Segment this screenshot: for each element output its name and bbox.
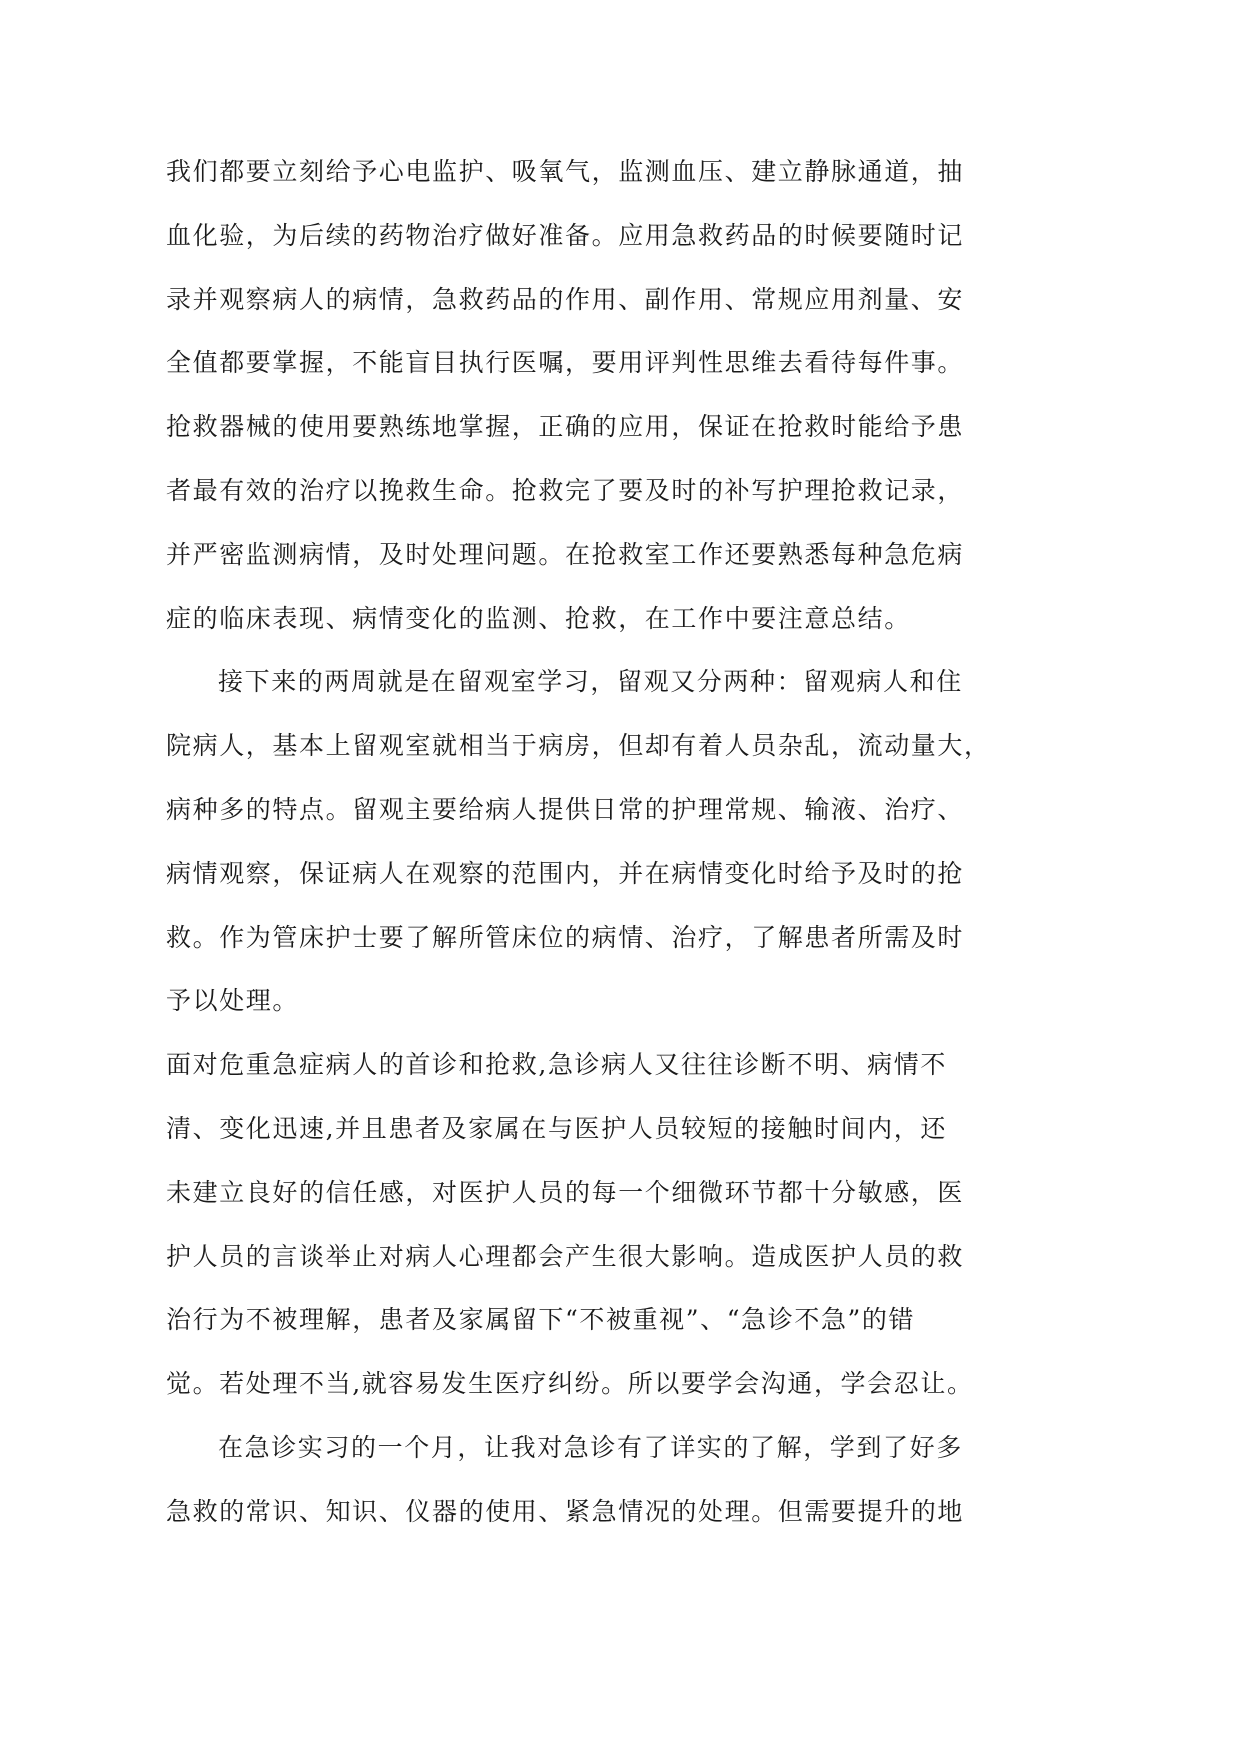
- paragraph-observation-room: [166, 650, 991, 1033]
- paragraph-communication: [166, 1033, 986, 1416]
- text-line: 觉。若处理不当,就容易发生医疗纠纷。所以要学会沟通，学会忍让。: [166, 1369, 974, 1399]
- text-line: 者最有效的治疗以挽救生命。抢救完了要及时的补写护理抢救记录，: [166, 475, 965, 505]
- text-line: 清、变化迅速,并且患者及家属在与医护人员较短的接触时间内，还: [166, 1113, 947, 1143]
- text-line: 症的临床表现、病情变化的监测、抢救，在工作中要注意总结。: [166, 603, 911, 633]
- text-line: 抢救器械的使用要熟练地掌握，正确的应用，保证在抢救时能给予患: [166, 412, 965, 442]
- text-line: 接下来的两周就是在留观室学习，留观又分两种：留观病人和住: [218, 667, 963, 697]
- text-line: 面对危重急症病人的首诊和抢救,急诊病人又往往诊断不明、病情不: [166, 1050, 947, 1080]
- text-line: 救。作为管床护士要了解所管床位的病情、治疗，了解患者所需及时: [166, 922, 965, 952]
- text-line: 院病人，基本上留观室就相当于病房，但却有着人员杂乱，流动量大，: [166, 731, 991, 761]
- document-body: [166, 140, 991, 1544]
- text-line: 录并观察病人的病情，急救药品的作用、副作用、常规应用剂量、安: [166, 284, 965, 314]
- text-line: 未建立良好的信任感，对医护人员的每一个细微环节都十分敏感，医: [166, 1177, 965, 1207]
- text-line: 在急诊实习的一个月，让我对急诊有了详实的了解，学到了好多: [218, 1432, 963, 1462]
- text-line: 病种多的特点。留观主要给病人提供日常的护理常规、输液、治疗、: [166, 794, 965, 824]
- text-line: 护人员的言谈举止对病人心理都会产生很大影响。造成医护人员的救: [166, 1241, 965, 1271]
- text-line: 我们都要立刻给予心电监护、吸氧气，监测血压、建立静脉通道，抽: [166, 157, 965, 186]
- text-line: 病情观察，保证病人在观察的范围内，并在病情变化时给予及时的抢: [166, 858, 965, 888]
- text-line: 并严密监测病情，及时处理问题。在抢救室工作还要熟悉每种急危病: [166, 539, 965, 569]
- text-line: 全值都要掌握，不能盲目执行医嘱，要用评判性思维去看待每件事。: [166, 348, 965, 378]
- text-line: 急救的常识、知识、仪器的使用、紧急情况的处理。但需要提升的地: [166, 1496, 965, 1526]
- text-line: 治行为不被理解，患者及家属留下“不被重视”、“急诊不急”的错: [166, 1305, 916, 1335]
- text-line: 予以处理。: [166, 986, 300, 1016]
- paragraph-internship-summary: [166, 1416, 986, 1544]
- text-line: 血化验，为后续的药物治疗做好准备。应用急救药品的时候要随时记: [166, 220, 965, 250]
- paragraph-emergency-room-duties: [166, 140, 986, 650]
